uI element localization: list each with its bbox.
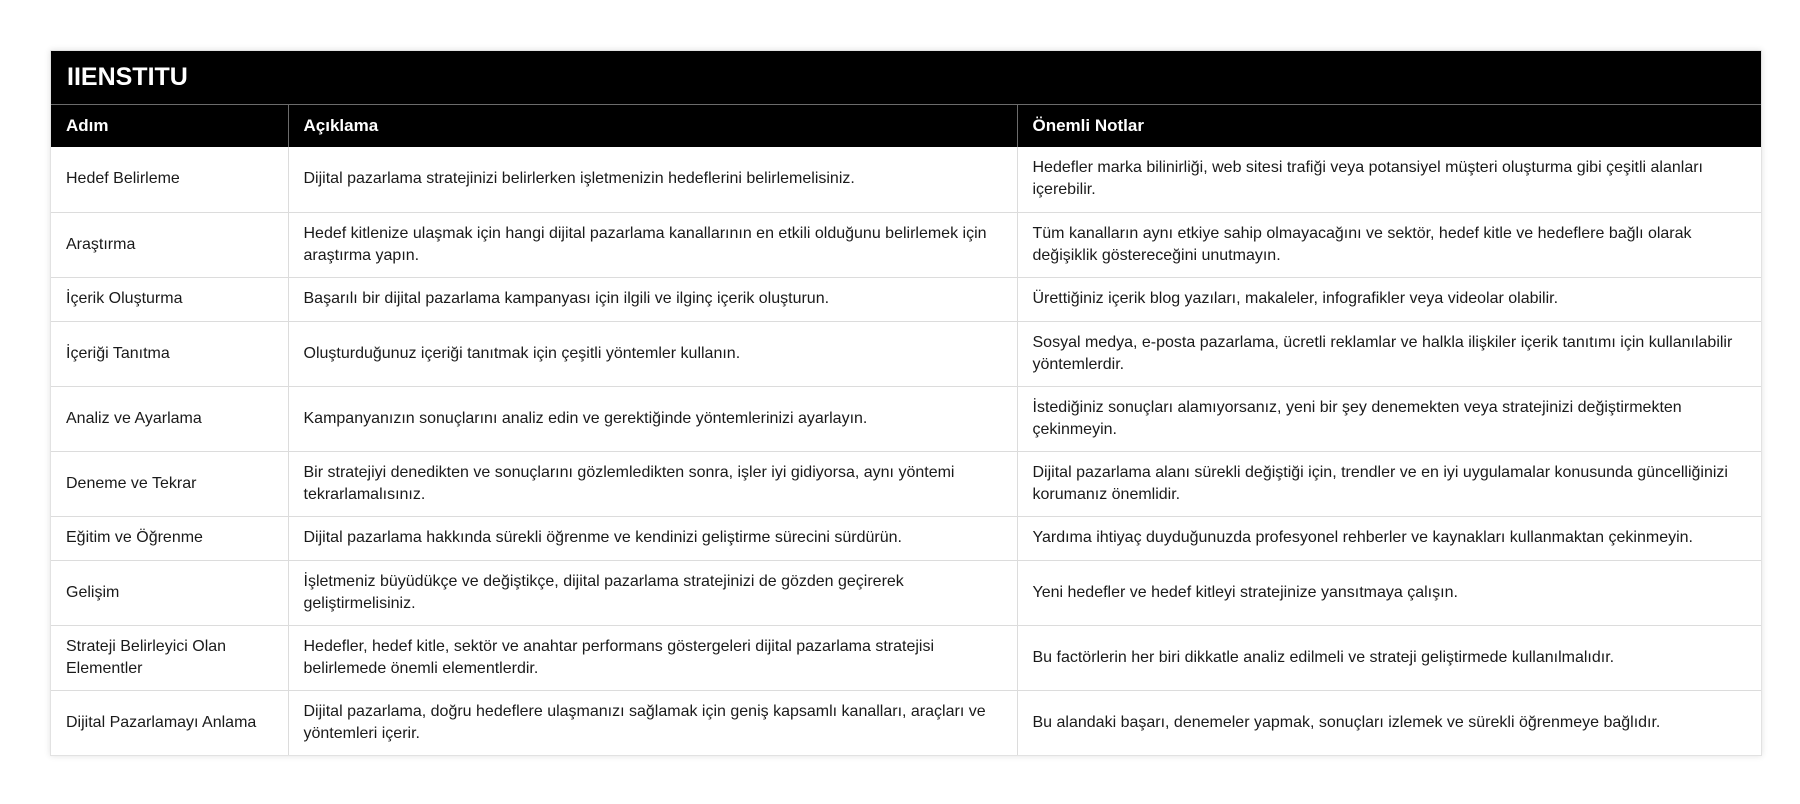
table-row [51, 147, 1761, 212]
cell-notes: İstediğiniz sonuçları alamıyorsanız, yeni bir şey denemekten veya stratejinizi değiştirmekten çekinmeyin. [1017, 386, 1761, 451]
data-table [51, 105, 1761, 755]
cell-description: Hedefler, hedef kitle, sektör ve anahtar performans göstergeleri dijital pazarlama stratejisi belirlemede önemli elementlerdir. [288, 625, 1017, 690]
cell-notes: Tüm kanalların aynı etkiye sahip olmayacağını ve sektör, hedef kitle ve hedeflere bağlı olarak değişiklik göstereceğini unutmayın. [1017, 212, 1761, 277]
cell-step: Deneme ve Tekrar [51, 451, 288, 516]
table-row [51, 451, 1761, 516]
cell-description: Oluşturduğunuz içeriği tanıtmak için çeşitli yöntemler kullanın. [288, 321, 1017, 386]
cell-notes: Sosyal medya, e-posta pazarlama, ücretli reklamlar ve halkla ilişkiler içerik tanıtımı için kullanılabilir yöntemlerdir. [1017, 321, 1761, 386]
table-row [51, 386, 1761, 451]
cell-step: Araştırma [51, 212, 288, 277]
table-card [50, 50, 1762, 756]
table-row [51, 560, 1761, 625]
column-header-notes: Önemli Notlar [1017, 105, 1761, 147]
cell-notes: Yeni hedefler ve hedef kitleyi stratejinize yansıtmaya çalışın. [1017, 560, 1761, 625]
header-row [51, 105, 1761, 147]
table-row [51, 625, 1761, 690]
table-title: IIENSTITU [51, 51, 1761, 105]
cell-step: İçerik Oluşturma [51, 277, 288, 321]
cell-step: Eğitim ve Öğrenme [51, 516, 288, 560]
table-row [51, 277, 1761, 321]
cell-description: Bir stratejiyi denedikten ve sonuçlarını gözlemledikten sonra, işler iyi gidiyorsa, aynı yöntemi tekrarlamalısınız. [288, 451, 1017, 516]
table-row [51, 321, 1761, 386]
cell-notes: Ürettiğiniz içerik blog yazıları, makaleler, infografikler veya videolar olabilir. [1017, 277, 1761, 321]
column-header-step: Adım [51, 105, 288, 147]
cell-notes: Yardıma ihtiyaç duyduğunuzda profesyonel rehberler ve kaynakları kullanmaktan çekinmeyin. [1017, 516, 1761, 560]
cell-description: Hedef kitlenize ulaşmak için hangi dijital pazarlama kanallarının en etkili olduğunu belirlemek için araştırma yapın. [288, 212, 1017, 277]
cell-step: İçeriği Tanıtma [51, 321, 288, 386]
table-row [51, 516, 1761, 560]
cell-step: Gelişim [51, 560, 288, 625]
cell-step: Dijital Pazarlamayı Anlama [51, 690, 288, 755]
cell-step: Strateji Belirleyici Olan Elementler [51, 625, 288, 690]
table-row [51, 212, 1761, 277]
column-header-description: Açıklama [288, 105, 1017, 147]
cell-notes: Bu alandaki başarı, denemeler yapmak, sonuçları izlemek ve sürekli öğrenmeye bağlıdır. [1032, 713, 1661, 731]
cell-notes: Hedefler marka bilinirliği, web sitesi trafiği veya potansiyel müşteri oluşturma gibi çeşitli alanları içerebilir. [1017, 147, 1761, 212]
cell-description: Dijital pazarlama hakkında sürekli öğrenme ve kendinizi geliştirme sürecini sürdürün. [288, 516, 1017, 560]
cell-description: Dijital pazarlama stratejinizi belirlerken işletmenizin hedeflerini belirlemelisiniz. [288, 147, 1017, 212]
cell-step: Analiz ve Ayarlama [51, 386, 288, 451]
cell-description: Kampanyanızın sonuçlarını analiz edin ve gerektiğinde yöntemlerinizi ayarlayın. [288, 386, 1017, 451]
cell-description: İşletmeniz büyüdükçe ve değiştikçe, dijital pazarlama stratejinizi de gözden geçirerek geliştirmelisiniz. [288, 560, 1017, 625]
cell-description: Başarılı bir dijital pazarlama kampanyası için ilgili ve ilginç içerik oluşturun. [288, 277, 1017, 321]
cell-notes: Dijital pazarlama alanı sürekli değiştiği için, trendler ve en iyi uygulamalar konusunda güncelliğinizi korumanız önemlidir. [1017, 451, 1761, 516]
table-row [51, 690, 1761, 755]
cell-step: Hedef Belirleme [51, 147, 288, 212]
cell-notes: Bu factörlerin her biri dikkatle analiz edilmeli ve strateji geliştirmede kullanılmalıdır. [1017, 625, 1761, 690]
cell-description: Dijital pazarlama, doğru hedeflere ulaşmanızı sağlamak için geniş kapsamlı kanalları, araçları ve yöntemleri içerir. [288, 690, 1017, 755]
